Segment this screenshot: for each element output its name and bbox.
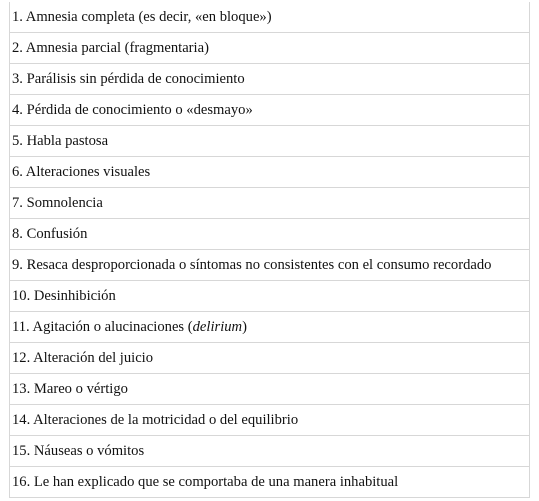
table-row — [10, 404, 529, 435]
row-text — [12, 312, 247, 342]
row-text: 7. Somnolencia — [12, 195, 103, 211]
table-row — [10, 156, 529, 187]
table-row — [10, 280, 529, 311]
row-text: 10. Desinhibición — [12, 288, 116, 304]
table-row — [10, 2, 529, 32]
row-text-post: ) — [242, 319, 247, 335]
row-text: 6. Alteraciones visuales — [12, 164, 151, 180]
row-text: 9. Resaca desproporcionada o síntomas no consistentes con el consumo recordado — [12, 257, 492, 273]
row-text: 5. Habla pastosa — [12, 133, 109, 149]
row-text: 4. Pérdida de conocimiento o «desmayo» — [12, 102, 253, 118]
table-row — [10, 218, 529, 249]
table-row — [10, 342, 529, 373]
row-text: 12. Alteración del juicio — [12, 350, 154, 366]
row-text-pre: 11. Agitación o alucinaciones ( — [12, 319, 193, 335]
table-row — [10, 435, 529, 466]
row-text: 14. Alteraciones de la motricidad o del equilibrio — [12, 412, 299, 428]
table-row — [10, 32, 529, 63]
table-row — [10, 249, 529, 280]
table-row — [10, 373, 529, 404]
row-text: 15. Náuseas o vómitos — [12, 443, 145, 459]
table-row — [10, 94, 529, 125]
table-row — [10, 187, 529, 218]
row-text: 3. Parálisis sin pérdida de conocimiento — [12, 71, 245, 87]
row-text: 2. Amnesia parcial (fragmentaria) — [12, 40, 209, 56]
row-text: 16. Le han explicado que se comportaba de una manera inhabitual — [12, 474, 399, 490]
row-text: 1. Amnesia completa (es decir, «en bloque») — [12, 8, 272, 25]
table-row — [10, 466, 529, 497]
row-text-italic: delirium — [192, 319, 243, 335]
row-text: 8. Confusión — [12, 226, 88, 242]
symptom-table — [9, 2, 530, 498]
table-row — [10, 125, 529, 156]
table-row — [10, 63, 529, 94]
table-row — [10, 311, 529, 342]
row-text: 13. Mareo o vértigo — [12, 381, 128, 397]
